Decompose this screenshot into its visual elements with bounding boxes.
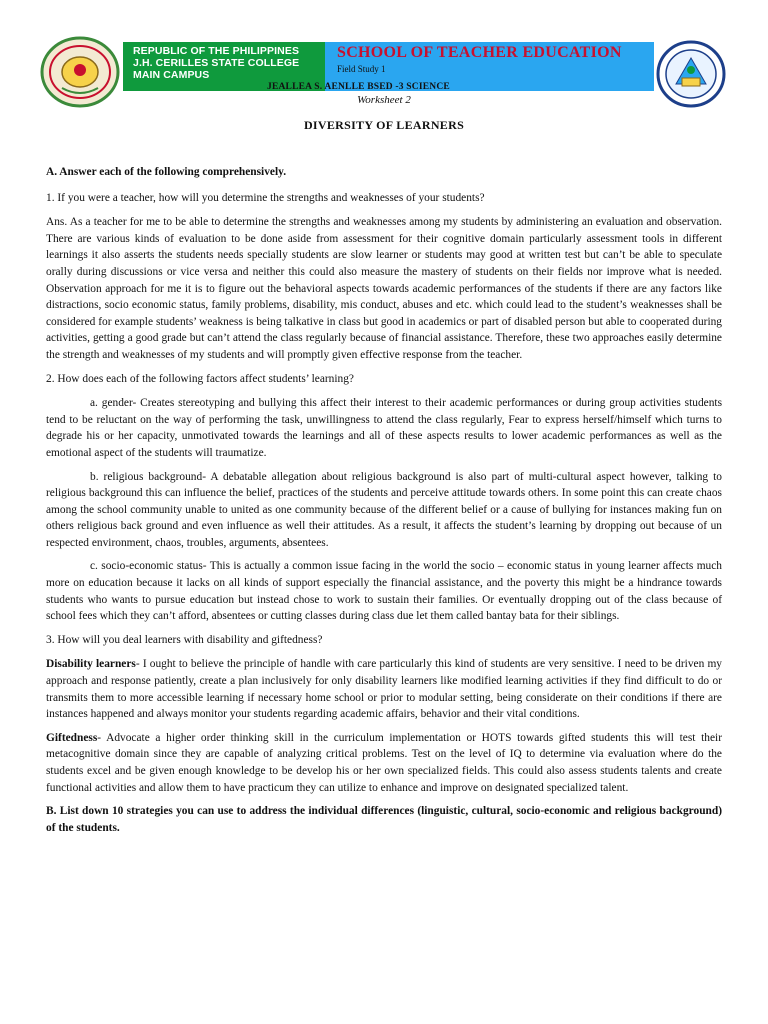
answer-3-giftedness — [46, 730, 722, 796]
giftedness-text: - Advocate a higher order thinking skill in the curriculum implementation or HOTS towards gifted students this will test their metacognitive domain since they are capable of analyzing critical problems. Test on the level of IQ to determine via evaluation where do the students excel and be given enough knowledge to be develop his or her own specialized fields. This could also assess students talents and create functional activities and allow them to have practicum they can utilize to enhance and improve on designated specialized talent. — [46, 731, 722, 794]
institution-line-1: REPUBLIC OF THE PHILIPPINES — [133, 45, 300, 57]
worksheet-label: Worksheet 2 — [357, 94, 411, 106]
answer-3-disability — [46, 656, 722, 722]
worksheet-body — [46, 164, 722, 843]
giftedness-label: Giftedness — [46, 731, 98, 744]
answer-2-religious: b. religious background- A debatable allegation about religious background is also part of multi-cultural aspect however, talking to religious background this can influence the belief, practices of the students and perceive attitude towards others. In some point this can create chaos among the school community unable to united as one community because of the different belief or a cause of bullying for instances making fun on others religious back ground and even influence as well their attitudes. As a result, it affects the student’s learning by dropping out because of un respected environment, chaos, troubles, arguments, absentees. — [46, 470, 722, 549]
disability-text: - I ought to believe the principle of handle with care particularly this kind of students are very sensitive. I need to be driven my approach and response patiently, create a plan inclusively for only disability learners like modified learning activities if they find difficult to do or transmits them to more accessible learning if necessary home school or prior to modular setting, being considerate on their conditions if there are instances happened and always monitor your students regarding academic affairs, behavior and their vital conditions. — [46, 658, 722, 721]
school-title: SCHOOL OF TEACHER EDUCATION — [337, 44, 622, 61]
answer-1: Ans. As a teacher for me to be able to determine the strengths and weaknesses among my students by administering an evaluation and observation. There are various kinds of evaluation to be done aside from assessment for their cognitive domain particularly assessment tools in different learnings it also asserts the students needs specially students are slow learner or students may good at written test but can’t be able to speculate orally during discussions or vice versa and neither this could also measure the mastery of students on their fields nor improve what is needed. Observation approach for me it is to figure out the behavioral aspects towards academic performances of the students if there are any factors like distractions, socio economic status, family problems, disability, mis conduct, abuses and etc. which could lead to the student’s weaknesses shall be considered for example students’ weakness is being talkative in class but good in academics or part of disabled person but able to cooperated during activities, getting a good grade but can’t attend the class regularly because of financial assistance. Therefore, these two approaches easily determine the strength and weaknesses of my students and will promptly given effective response from the teacher. — [46, 216, 722, 361]
question-3: 3. How will you deal learners with disability and giftedness? — [46, 633, 323, 646]
field-study-label: Field Study 1 — [337, 64, 386, 74]
answer-2-socio-economic: c. socio-economic status- This is actually a common issue facing in the world the socio – economic status in young learner affects much more on education because it lacks on all kinds of support especially the financial assistance, and the poverty this might be a hindrance towards students who wants to pursue education but instead chose to work to sustain their families. Or eventually dropping out of the class because of school fees which they can’t afford, absentees or cutting classes during class due let them called bantay bata for their siblings. — [46, 560, 722, 623]
institution-line-2: J.H. CERILLES STATE COLLEGE — [133, 57, 300, 69]
disability-label: Disability learners — [46, 658, 136, 671]
author-line: JEALLEA S. AENLLE BSED -3 SCIENCE — [267, 82, 450, 92]
question-1: 1. If you were a teacher, how will you determine the strengths and weaknesses of your students? — [46, 191, 485, 204]
section-b-heading: B. List down 10 strategies you can use to address the individual differences (linguistic, cultural, socio-economic and religious background) of the students. — [46, 805, 722, 834]
page-title: DIVERSITY OF LEARNERS — [303, 118, 465, 132]
institution-line-3: MAIN CAMPUS — [133, 69, 210, 81]
question-2: 2. How does each of the following factors affect students’ learning? — [46, 372, 354, 385]
answer-2-gender: a. gender- Creates stereotyping and bullying this affect their interest to their academic performances or during group activities students tend to be reluctant on the way of performing the task, unwillingness to attend the class regularly, Fear to express herself/himself which turns to degrade his or her capacity, unmotivated towards the learnings and all of these aspects results to lower academic performances as well as the emotional aspect of the students will traumatize. — [46, 397, 722, 459]
section-a-heading: A. Answer each of the following comprehensively. — [46, 166, 287, 178]
